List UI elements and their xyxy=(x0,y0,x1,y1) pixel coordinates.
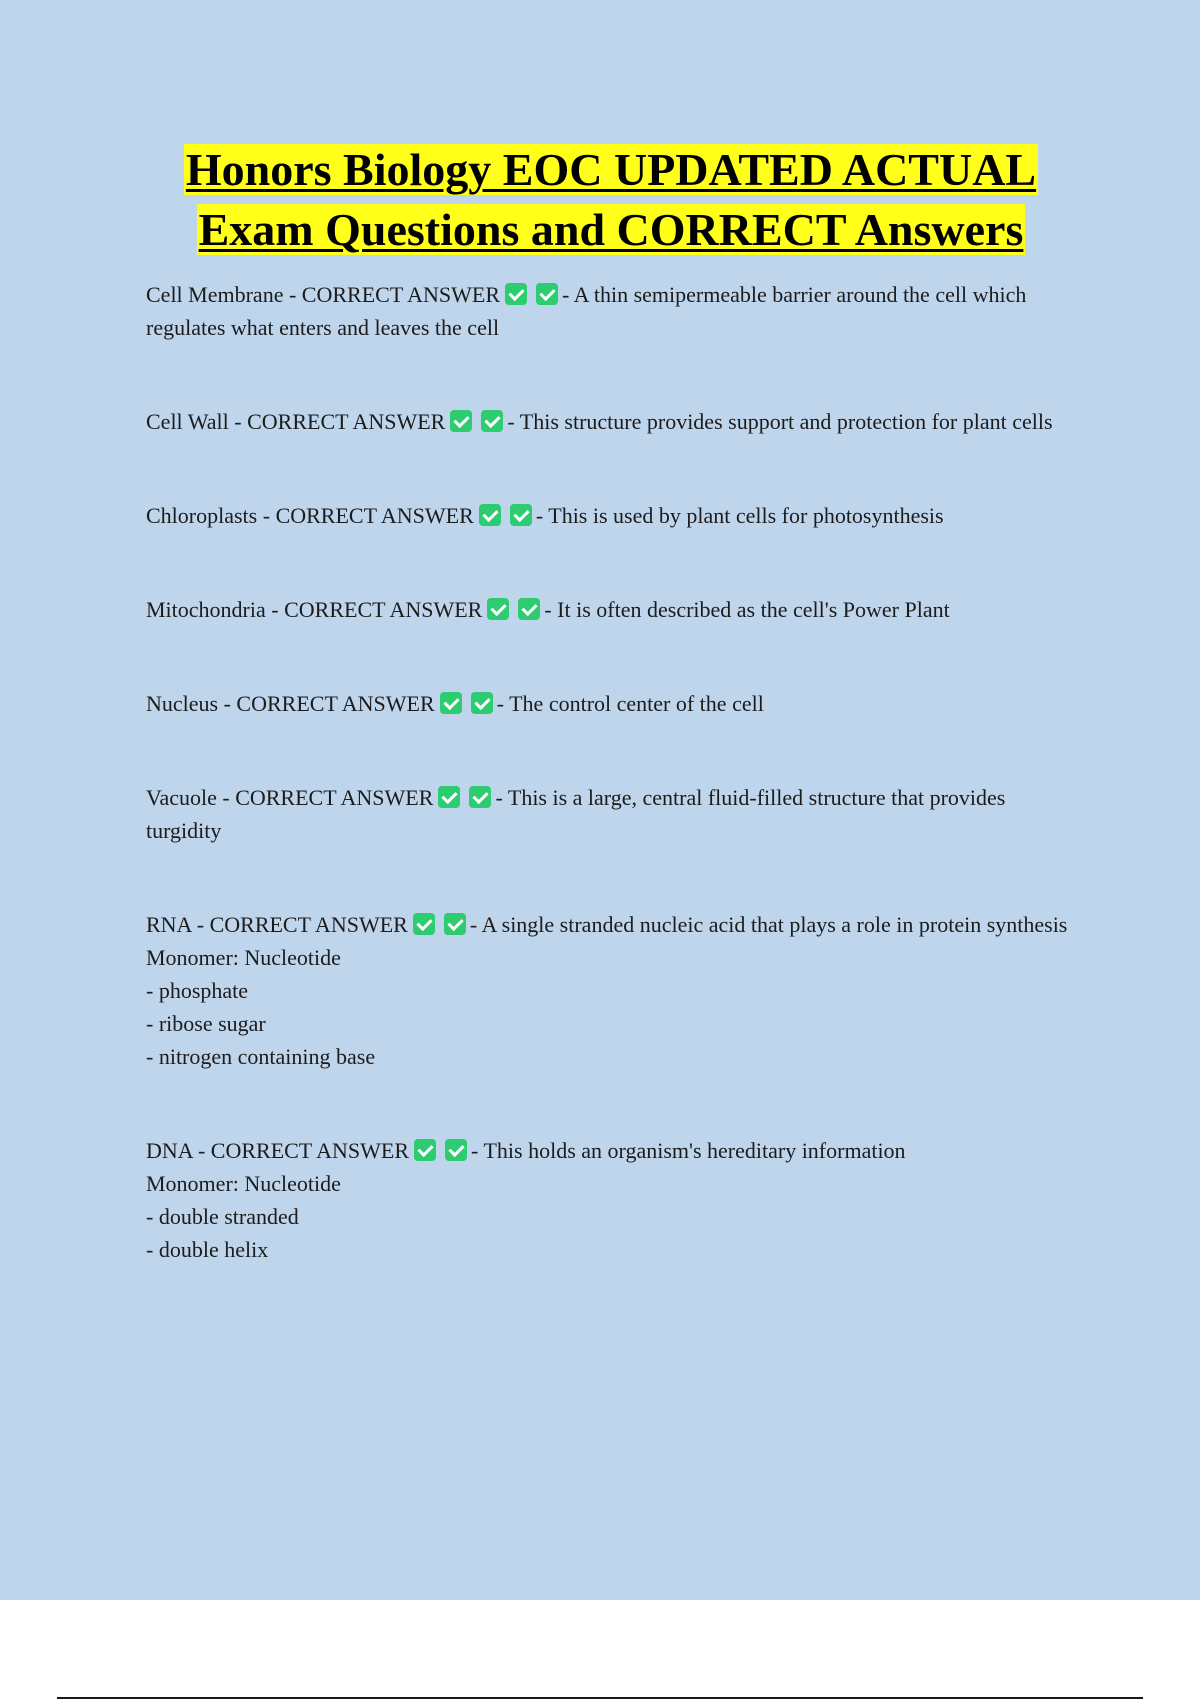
definition: The control center of the cell xyxy=(509,691,764,716)
qa-entry xyxy=(146,687,1076,720)
green-checkmark-icon xyxy=(450,410,472,432)
qa-line: RNA - CORRECT ANSWER - A single stranded nucleic acid that plays a role in protein synthesis xyxy=(146,912,1068,937)
green-checkmark-icon xyxy=(505,283,527,305)
detail-line: Monomer: Nucleotide xyxy=(146,945,341,970)
term: Vacuole xyxy=(146,785,217,810)
qa-line: Cell Wall - CORRECT ANSWER - This structure provides support and protection for plant cells xyxy=(146,409,1053,434)
qa-entry xyxy=(146,908,1076,1073)
definition: A single stranded nucleic acid that plays a role in protein synthesis xyxy=(481,912,1068,937)
document-content xyxy=(146,140,1076,1266)
definition: This is a large, central fluid-filled structure that provides turgidity xyxy=(146,785,1006,843)
answer-label: CORRECT ANSWER xyxy=(247,409,446,434)
green-checkmark-icon xyxy=(440,692,462,714)
answer-label: CORRECT ANSWER xyxy=(275,503,474,528)
term: Cell Membrane xyxy=(146,282,284,307)
definition: A thin semipermeable barrier around the cell which regulates what enters and leaves the cell xyxy=(146,282,1027,340)
term: Mitochondria xyxy=(146,597,266,622)
definition: This holds an organism's hereditary information xyxy=(483,1138,906,1163)
term: Nucleus xyxy=(146,691,219,716)
definition: This structure provides support and protection for plant cells xyxy=(519,409,1053,434)
green-checkmark-icon xyxy=(438,786,460,808)
green-checkmark-icon xyxy=(487,598,509,620)
detail-line: - double helix xyxy=(146,1237,269,1262)
qa-entry xyxy=(146,499,1076,532)
answer-label: CORRECT ANSWER xyxy=(236,691,435,716)
qa-entry xyxy=(146,405,1076,438)
detail-line: - phosphate xyxy=(146,978,249,1003)
answer-label: CORRECT ANSWER xyxy=(210,1138,410,1163)
green-checkmark-icon xyxy=(518,598,540,620)
green-checkmark-icon xyxy=(481,410,503,432)
detail-line: Monomer: Nucleotide xyxy=(146,1171,341,1196)
qa-line: Vacuole - CORRECT ANSWER - This is a large, central fluid-filled structure that provides turgidity xyxy=(146,785,1006,843)
answer-label: CORRECT ANSWER xyxy=(209,912,408,937)
term: Chloroplasts xyxy=(146,503,258,528)
green-checkmark-icon xyxy=(445,1139,467,1161)
detail-line: - double stranded xyxy=(146,1204,299,1229)
green-checkmark-icon xyxy=(471,692,493,714)
definition: This is used by plant cells for photosynthesis xyxy=(548,503,944,528)
green-checkmark-icon xyxy=(469,786,491,808)
answer-label: CORRECT ANSWER xyxy=(284,597,483,622)
qa-line: DNA - CORRECT ANSWER - This holds an organism's hereditary information xyxy=(146,1138,906,1163)
qa-entry xyxy=(146,1134,1076,1266)
detail-line: - ribose sugar xyxy=(146,1011,266,1036)
qa-line: Nucleus - CORRECT ANSWER - The control center of the cell xyxy=(146,691,764,716)
document-title xyxy=(146,140,1076,260)
definition: It is often described as the cell's Power Plant xyxy=(557,597,950,622)
green-checkmark-icon xyxy=(414,1139,436,1161)
term: RNA xyxy=(146,912,192,937)
footer-divider xyxy=(57,1697,1143,1699)
green-checkmark-icon xyxy=(510,504,532,526)
term: DNA xyxy=(146,1138,193,1163)
qa-line: Cell Membrane - CORRECT ANSWER - A thin semipermeable barrier around the cell which regulates what enters and leaves the cell xyxy=(146,282,1027,340)
green-checkmark-icon xyxy=(536,283,558,305)
qa-line: Mitochondria - CORRECT ANSWER - It is often described as the cell's Power Plant xyxy=(146,597,950,622)
title-line-1: Honors Biology EOC UPDATED ACTUAL xyxy=(185,144,1037,195)
green-checkmark-icon xyxy=(413,913,435,935)
qa-entry xyxy=(146,278,1076,344)
qa-line: Chloroplasts - CORRECT ANSWER - This is used by plant cells for photosynthesis xyxy=(146,503,944,528)
answer-label: CORRECT ANSWER xyxy=(301,282,501,307)
qa-entry xyxy=(146,781,1076,847)
qa-entry xyxy=(146,593,1076,626)
answer-label: CORRECT ANSWER xyxy=(235,785,434,810)
green-checkmark-icon xyxy=(479,504,501,526)
title-line-2: Exam Questions and CORRECT Answers xyxy=(198,204,1024,255)
detail-line: - nitrogen containing base xyxy=(146,1044,376,1069)
term: Cell Wall xyxy=(146,409,229,434)
green-checkmark-icon xyxy=(444,913,466,935)
